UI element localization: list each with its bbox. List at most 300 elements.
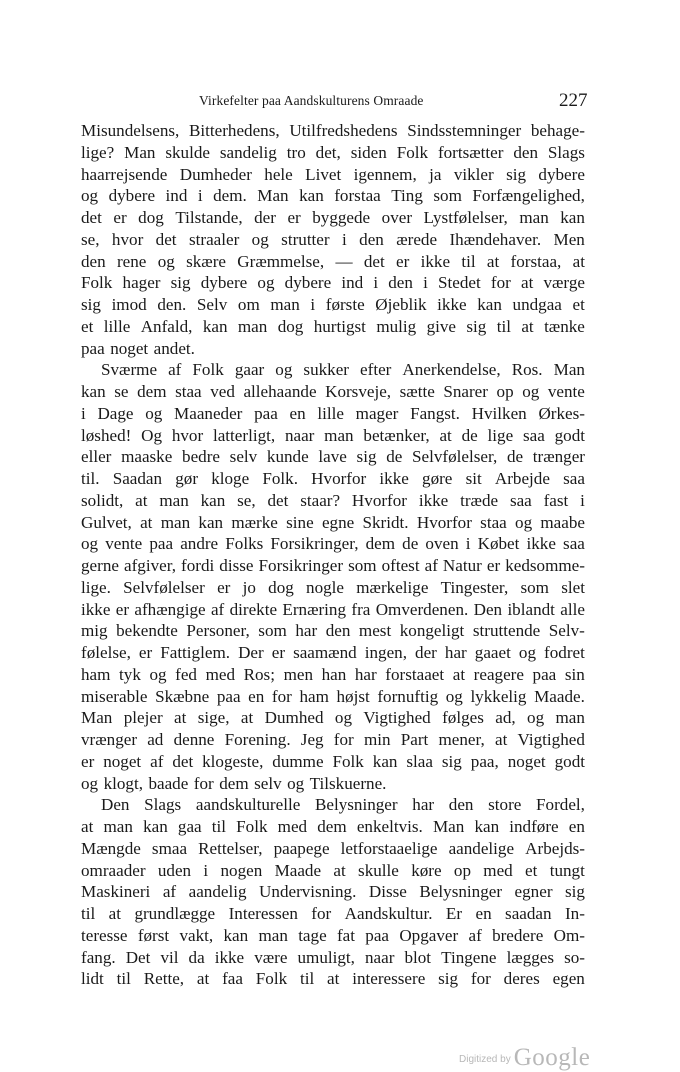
word: sige,	[197, 708, 230, 728]
word: for	[193, 773, 214, 793]
word: ham	[81, 664, 111, 684]
text-line	[81, 729, 585, 751]
word: Tilskuerne.	[309, 773, 387, 793]
word: gaar	[234, 360, 265, 380]
word: Saadan	[112, 469, 163, 488]
word: over	[381, 208, 413, 227]
word: Gulvet,	[81, 512, 132, 532]
word: Folk	[192, 360, 224, 380]
text-line	[81, 251, 585, 273]
word: fortsætter	[437, 142, 504, 162]
word: vakt,	[179, 925, 214, 945]
word: man	[159, 490, 189, 510]
word: paa	[81, 338, 105, 358]
word: trænger	[532, 447, 585, 467]
word: mest	[358, 621, 392, 641]
word: har	[354, 664, 377, 684]
word: det	[267, 490, 289, 510]
word: saa	[509, 490, 532, 510]
word: mærke	[231, 512, 278, 532]
word: at	[135, 490, 148, 510]
word: staa	[175, 382, 202, 401]
word: er	[396, 251, 410, 271]
word: der	[254, 208, 276, 227]
word: Fordel,	[536, 795, 585, 815]
word: er	[115, 599, 130, 619]
word: byggede	[312, 208, 371, 227]
word: deres	[503, 969, 540, 989]
word: dem	[365, 534, 396, 554]
word: sig	[565, 882, 585, 902]
word: i	[465, 534, 471, 554]
word: kunde	[266, 447, 309, 467]
word: Man	[124, 142, 156, 162]
word: forstaaet	[385, 664, 445, 684]
word: ikke	[81, 599, 111, 619]
word: alle	[560, 599, 585, 619]
word: lige.	[81, 577, 111, 597]
word: man	[519, 208, 549, 227]
word: sig	[466, 316, 487, 336]
word: allehaande	[243, 382, 317, 401]
word: klogeste,	[202, 751, 264, 771]
text-line	[81, 707, 585, 729]
word: i	[373, 273, 379, 293]
word: sukker	[303, 360, 349, 380]
text-line	[81, 860, 585, 882]
word: Ihændehaver.	[449, 229, 542, 249]
word: lige?	[81, 142, 115, 162]
word: er	[138, 643, 153, 662]
word: umuligt,	[297, 947, 355, 967]
word: af	[150, 751, 164, 771]
text-line	[81, 620, 585, 642]
word: tro	[286, 142, 306, 162]
word: sine	[286, 512, 314, 532]
word: Græmmelse,	[237, 251, 325, 271]
word: vente	[105, 534, 143, 554]
word: ærede	[396, 229, 438, 249]
word: Ros.	[511, 360, 543, 380]
word: Man	[553, 360, 585, 380]
word: for	[333, 730, 354, 749]
word: op	[496, 382, 514, 401]
word: Den	[101, 795, 130, 815]
text-line	[81, 751, 585, 773]
text-line	[81, 664, 585, 686]
word: noget	[507, 751, 546, 771]
running-title: Virkefelter paa Aandskulturens Omraade	[199, 93, 424, 108]
word: Slags	[547, 142, 585, 162]
word: er	[113, 208, 127, 227]
word: man	[237, 316, 268, 336]
word: Undervisning.	[259, 882, 357, 902]
word: give	[426, 316, 457, 336]
word: vente	[547, 382, 585, 401]
word: oven	[425, 534, 459, 554]
text-line	[81, 381, 585, 403]
word: noget	[110, 338, 149, 358]
word: lille	[317, 403, 344, 423]
word: Slags	[144, 795, 182, 815]
word: højst	[336, 686, 370, 706]
word: paa,	[470, 751, 499, 771]
text-line	[81, 794, 585, 816]
text-line	[81, 577, 585, 599]
word: kloge	[211, 469, 250, 488]
word: sig	[441, 751, 462, 771]
word: til	[81, 904, 96, 923]
word: Selvfølelser	[123, 577, 205, 597]
word: bekendte	[116, 621, 178, 641]
word: gaaet	[474, 643, 511, 662]
word: og	[515, 512, 533, 532]
word: sandelig	[219, 142, 277, 162]
word: sig	[356, 447, 377, 467]
word: første	[325, 295, 365, 314]
word: igennem,	[353, 164, 417, 184]
word: ikke	[526, 534, 556, 554]
word: Arbejde	[494, 469, 550, 488]
text-line	[81, 533, 585, 555]
word: dog	[268, 577, 294, 597]
word: Tilstande,	[175, 208, 243, 227]
word: den.	[157, 295, 187, 314]
word: at	[520, 273, 534, 293]
text-line	[81, 947, 585, 969]
word: at	[333, 860, 346, 880]
word: naar	[365, 947, 395, 967]
word: afhængige	[134, 599, 206, 619]
word: struttende	[472, 621, 541, 641]
text-line	[81, 773, 585, 795]
word: paapege	[273, 838, 330, 858]
word: i	[580, 490, 585, 510]
word: det	[81, 208, 102, 227]
word: til	[461, 251, 476, 271]
word: at	[452, 664, 466, 684]
word: omraader	[81, 860, 146, 880]
word: forstaa,	[510, 251, 562, 271]
word: Der	[238, 643, 264, 662]
word: det,	[315, 142, 341, 162]
word: sætte	[399, 382, 435, 401]
word: sit	[465, 469, 482, 488]
word: og	[334, 708, 352, 728]
word: kan	[299, 186, 324, 206]
word: Vigtighed	[363, 708, 431, 728]
word: for	[490, 273, 511, 293]
word: Disse	[368, 882, 407, 902]
word: de	[386, 447, 403, 467]
word: Aandskultur.	[344, 904, 433, 923]
word: ikke	[418, 490, 449, 510]
word: Belysninger	[419, 882, 503, 902]
word: for	[311, 904, 332, 923]
word: kan	[198, 512, 224, 532]
word: det	[155, 229, 177, 249]
word: det	[363, 251, 385, 271]
word: vikler	[453, 164, 494, 184]
word: lidt	[81, 969, 104, 989]
word: Man	[432, 817, 465, 836]
word: Folk	[236, 817, 268, 836]
word: lille	[103, 316, 131, 336]
word: dog	[138, 208, 164, 227]
word: at	[196, 969, 210, 989]
word: uden	[157, 860, 192, 880]
word: ikke	[420, 251, 451, 271]
word: Folk	[332, 751, 364, 771]
word: i	[310, 295, 316, 314]
word: staar?	[300, 490, 341, 510]
word: køre	[411, 860, 442, 880]
word: med	[277, 817, 308, 836]
word: følges	[442, 708, 484, 728]
word: latterligt,	[212, 425, 276, 445]
word: fast	[543, 490, 569, 510]
word: Vigtighed	[517, 730, 585, 749]
word: baade	[148, 773, 189, 793]
word: Dage	[97, 403, 134, 423]
word: har	[295, 621, 318, 641]
word: i	[197, 186, 203, 206]
word: gaa	[177, 817, 202, 836]
word: tungt	[549, 860, 585, 880]
word: Lystfølelser,	[423, 208, 508, 227]
word: i	[81, 403, 86, 423]
word: Sindsstemninger	[407, 121, 522, 140]
word: med	[205, 664, 236, 684]
word: dem	[317, 817, 347, 836]
word: er	[287, 208, 301, 227]
word: efter	[360, 360, 392, 380]
word: ja	[429, 164, 442, 184]
word: paa	[254, 403, 278, 423]
word: at	[495, 730, 508, 749]
word: miserable	[81, 686, 148, 706]
word: ikke	[379, 469, 409, 488]
word: i	[203, 860, 209, 880]
text-line	[81, 425, 585, 447]
word: hager	[122, 273, 161, 293]
word: Øjeblik	[375, 295, 427, 314]
word: men	[283, 664, 313, 684]
word: kan	[200, 490, 226, 510]
word: og	[81, 534, 99, 554]
word: Hvorfor	[351, 490, 407, 510]
word: ved	[210, 382, 235, 401]
word: Natur	[442, 556, 482, 575]
word: In-	[564, 904, 585, 923]
word: Forsikringer,	[270, 534, 359, 554]
word: er	[217, 577, 231, 597]
text-line	[81, 229, 585, 251]
word: bredere	[492, 925, 544, 945]
word: Ting	[391, 186, 423, 206]
word: da	[188, 947, 205, 967]
word: Købet	[477, 534, 520, 554]
word: disse	[219, 556, 254, 575]
word: at	[521, 316, 534, 336]
word: der	[415, 643, 437, 662]
word: og	[287, 773, 305, 793]
word: kedsomme-	[505, 556, 585, 575]
text-line	[81, 512, 585, 534]
word: Hvorfor	[416, 512, 472, 532]
word: at	[327, 969, 340, 989]
word: man	[324, 425, 354, 445]
word: dybere	[108, 186, 156, 206]
word: man	[258, 925, 288, 945]
word: til	[116, 969, 131, 989]
word: at	[174, 708, 187, 728]
word: blot	[404, 947, 432, 967]
word: og	[145, 403, 163, 423]
word: Rettelser,	[198, 838, 263, 858]
word: aandelig	[188, 882, 247, 902]
word: man	[103, 817, 133, 836]
word: Interessen	[228, 904, 298, 923]
word: Men	[553, 229, 585, 249]
word: Korsveje,	[325, 382, 392, 401]
word: sig	[506, 164, 527, 184]
word: at	[486, 251, 500, 271]
word: og	[81, 773, 99, 793]
word: Fattiglem.	[160, 643, 231, 662]
word: Stedet	[438, 273, 481, 293]
word: og	[527, 708, 545, 728]
word: slaa	[406, 751, 433, 771]
word: har	[412, 795, 435, 815]
word: er	[81, 751, 95, 771]
word: Folk	[396, 142, 429, 162]
word: ad	[147, 730, 164, 749]
word: Opgaver	[399, 925, 459, 945]
word: Folk	[255, 969, 288, 989]
word: fordi	[181, 556, 215, 575]
word: dem.	[213, 186, 247, 206]
word: Omverdenen.	[375, 599, 469, 619]
word: ind	[165, 186, 188, 206]
word: at	[108, 904, 122, 923]
word: paa	[365, 925, 390, 945]
word: mig	[81, 621, 108, 641]
word: mener,	[438, 730, 485, 749]
word: Om-	[553, 925, 585, 945]
word: de	[402, 534, 419, 554]
word: Folk.	[262, 469, 298, 488]
word: Ros;	[243, 664, 275, 684]
word: et	[525, 860, 538, 880]
word: Folk	[81, 273, 113, 293]
word: af	[424, 556, 438, 575]
word: Bitterhedens,	[188, 121, 280, 140]
word: undgaa	[512, 295, 562, 314]
text-line	[81, 838, 585, 860]
text-line	[81, 881, 585, 903]
word: vrænger	[81, 730, 138, 749]
word: være	[254, 947, 288, 967]
text-line	[81, 968, 585, 990]
word: se	[114, 382, 129, 401]
word: staa	[480, 512, 507, 532]
word: Skridt.	[362, 512, 409, 532]
word: sin	[564, 664, 585, 684]
word: rene	[116, 251, 147, 271]
word: betænker,	[363, 425, 430, 445]
word: har	[444, 643, 467, 662]
word: andet.	[153, 338, 195, 358]
word: kan	[474, 817, 500, 836]
word: træde	[460, 490, 499, 510]
word: og	[157, 251, 175, 271]
word: man	[270, 295, 300, 314]
word: direkte	[229, 599, 278, 619]
word: Forening.	[224, 730, 291, 749]
word: de	[506, 447, 524, 467]
word: kan	[477, 295, 502, 314]
word: Arbejds-	[525, 838, 585, 858]
word: kan	[143, 817, 168, 836]
word: nogle	[306, 577, 345, 597]
word: skære	[186, 251, 226, 271]
page-number: 227	[559, 90, 588, 111]
word: letforstaaelige	[340, 838, 438, 858]
word: den	[325, 621, 351, 641]
word: Misundelsens,	[81, 121, 180, 140]
word: oftest	[381, 556, 420, 575]
word: sig	[170, 273, 191, 293]
word: Hvilken	[471, 403, 527, 423]
word: maaske	[121, 447, 173, 467]
word: haarrejsende	[81, 164, 168, 184]
word: kan	[372, 751, 398, 771]
word: dybere	[200, 273, 248, 293]
word: lægges	[506, 947, 555, 967]
word: de	[461, 425, 478, 445]
word: et	[81, 316, 94, 336]
text-line	[81, 316, 585, 338]
word: enkeltvis.	[356, 817, 423, 836]
word: teresse	[81, 925, 128, 945]
word: Mængde	[81, 838, 141, 858]
word: og	[149, 664, 167, 684]
word: med	[483, 860, 513, 880]
word: man	[555, 708, 585, 728]
word: interessere	[352, 969, 426, 989]
text-line	[81, 359, 585, 381]
word: at	[240, 708, 254, 728]
word: af	[168, 360, 182, 380]
text-line	[81, 446, 585, 468]
word: kan	[81, 382, 106, 401]
word: en	[475, 904, 492, 923]
word: som	[520, 577, 549, 597]
word: Det	[125, 947, 151, 967]
word: se,	[237, 490, 256, 510]
word: store	[488, 795, 522, 815]
word: saa	[522, 425, 545, 445]
word: so-	[564, 947, 585, 967]
word: ikke	[437, 295, 467, 314]
word: et	[572, 295, 585, 314]
word: strutter	[281, 229, 330, 249]
word: fornuftig	[377, 686, 439, 706]
word: Er	[445, 904, 463, 923]
word: i	[423, 273, 428, 293]
text-line	[81, 686, 585, 708]
